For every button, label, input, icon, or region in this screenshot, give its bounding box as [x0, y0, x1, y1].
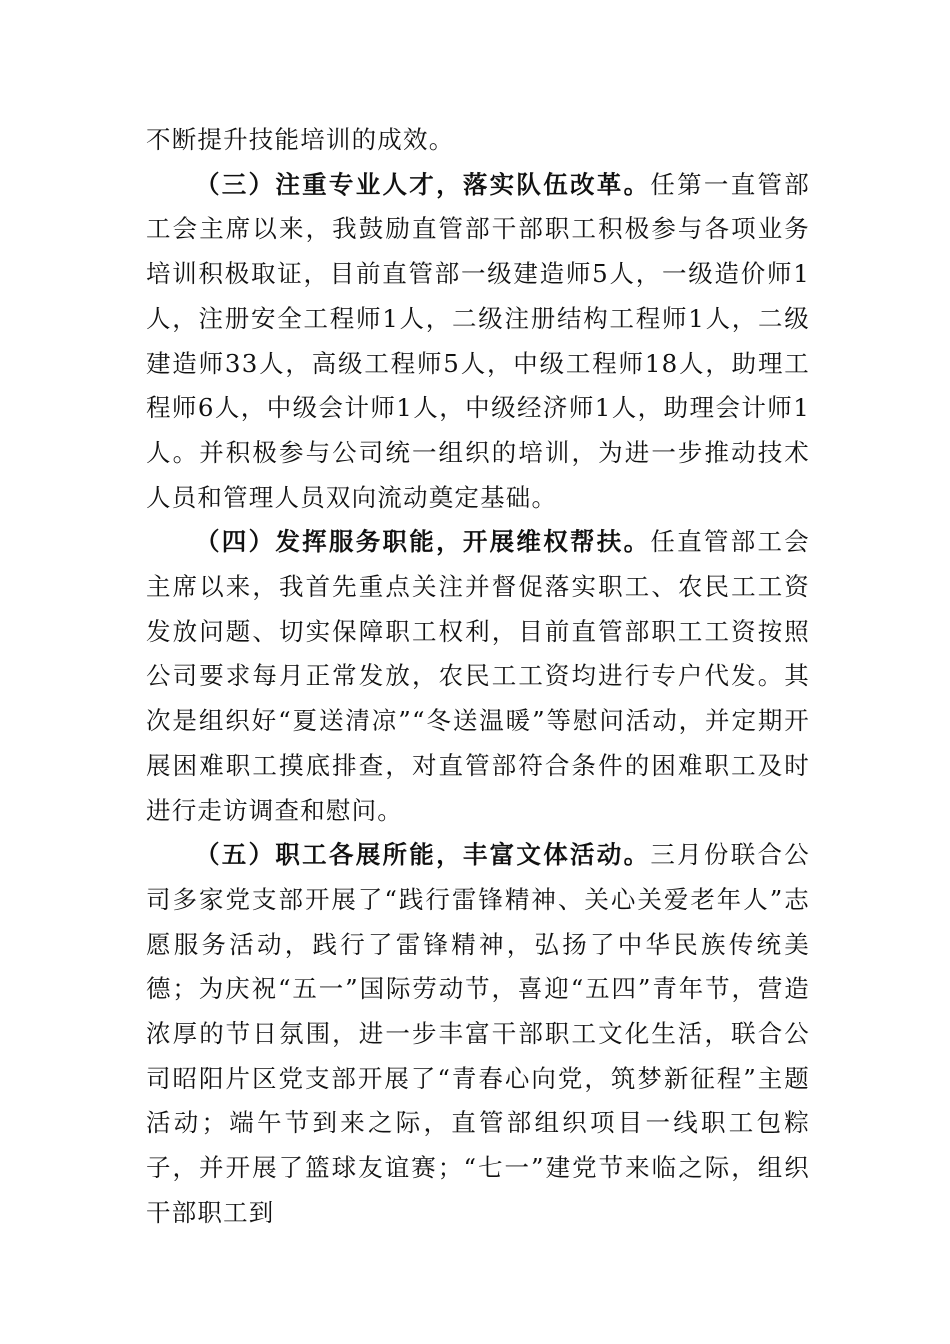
paragraph-text: 任第一直管部工会主席以来，我鼓励直管部干部职工积极参与各项业务培训积极取证，目前直管部一级建造师5人，一级造价师1人，注册安全工程师1人，二级注册结构工程师1人，二级建造师33人，高级工程师5人，中级工程师18人，助理工程师6人，中级会计师1人，中级经济师1人，助理会计师1人。并积极参与公司统一组织的培训，为进一步推动技术人员和管理人员双向流动奠定基础。: [146, 169, 810, 512]
section-heading-4: （四）发挥服务职能，开展维权帮扶。: [195, 527, 651, 557]
paragraph-section-3: [146, 163, 810, 521]
section-heading-3: （三）注重专业人才，落实队伍改革。: [195, 169, 651, 199]
paragraph-section-4: [146, 520, 810, 833]
paragraph-section-5: [146, 833, 810, 1235]
paragraph-text: 任直管部工会主席以来，我首先重点关注并督促落实职工、农民工工资发放问题、切实保障职工权利，目前直管部职工工资按照公司要求每月正常发放，农民工工资均进行专户代发。其次是组织好“夏送清凉”“冬送温暖”等慰问活动，并定期开展困难职工摸底排查，对直管部符合条件的困难职工及时进行走访调查和慰问。: [146, 527, 810, 825]
document-body: [146, 118, 810, 1236]
paragraph-continuation: [146, 118, 810, 163]
paragraph-text: 不断提升技能培训的成效。: [146, 125, 455, 154]
paragraph-text: 三月份联合公司多家党支部开展了“践行雷锋精神、关心关爱老年人”志愿服务活动，践行了雷锋精神，弘扬了中华民族传统美德；为庆祝“五一”国际劳动节，喜迎“五四”青年节，营造浓厚的节日氛围，进一步丰富干部职工文化生活，联合公司昭阳片区党支部开展了“青春心向党，筑梦新征程”主题活动；端午节到来之际，直管部组织项目一线职工包粽子，并开展了篮球友谊赛；“七一”建党节来临之际，组织干部职工到: [146, 840, 810, 1227]
section-heading-5: （五）职工各展所能，丰富文体活动。: [195, 840, 651, 870]
